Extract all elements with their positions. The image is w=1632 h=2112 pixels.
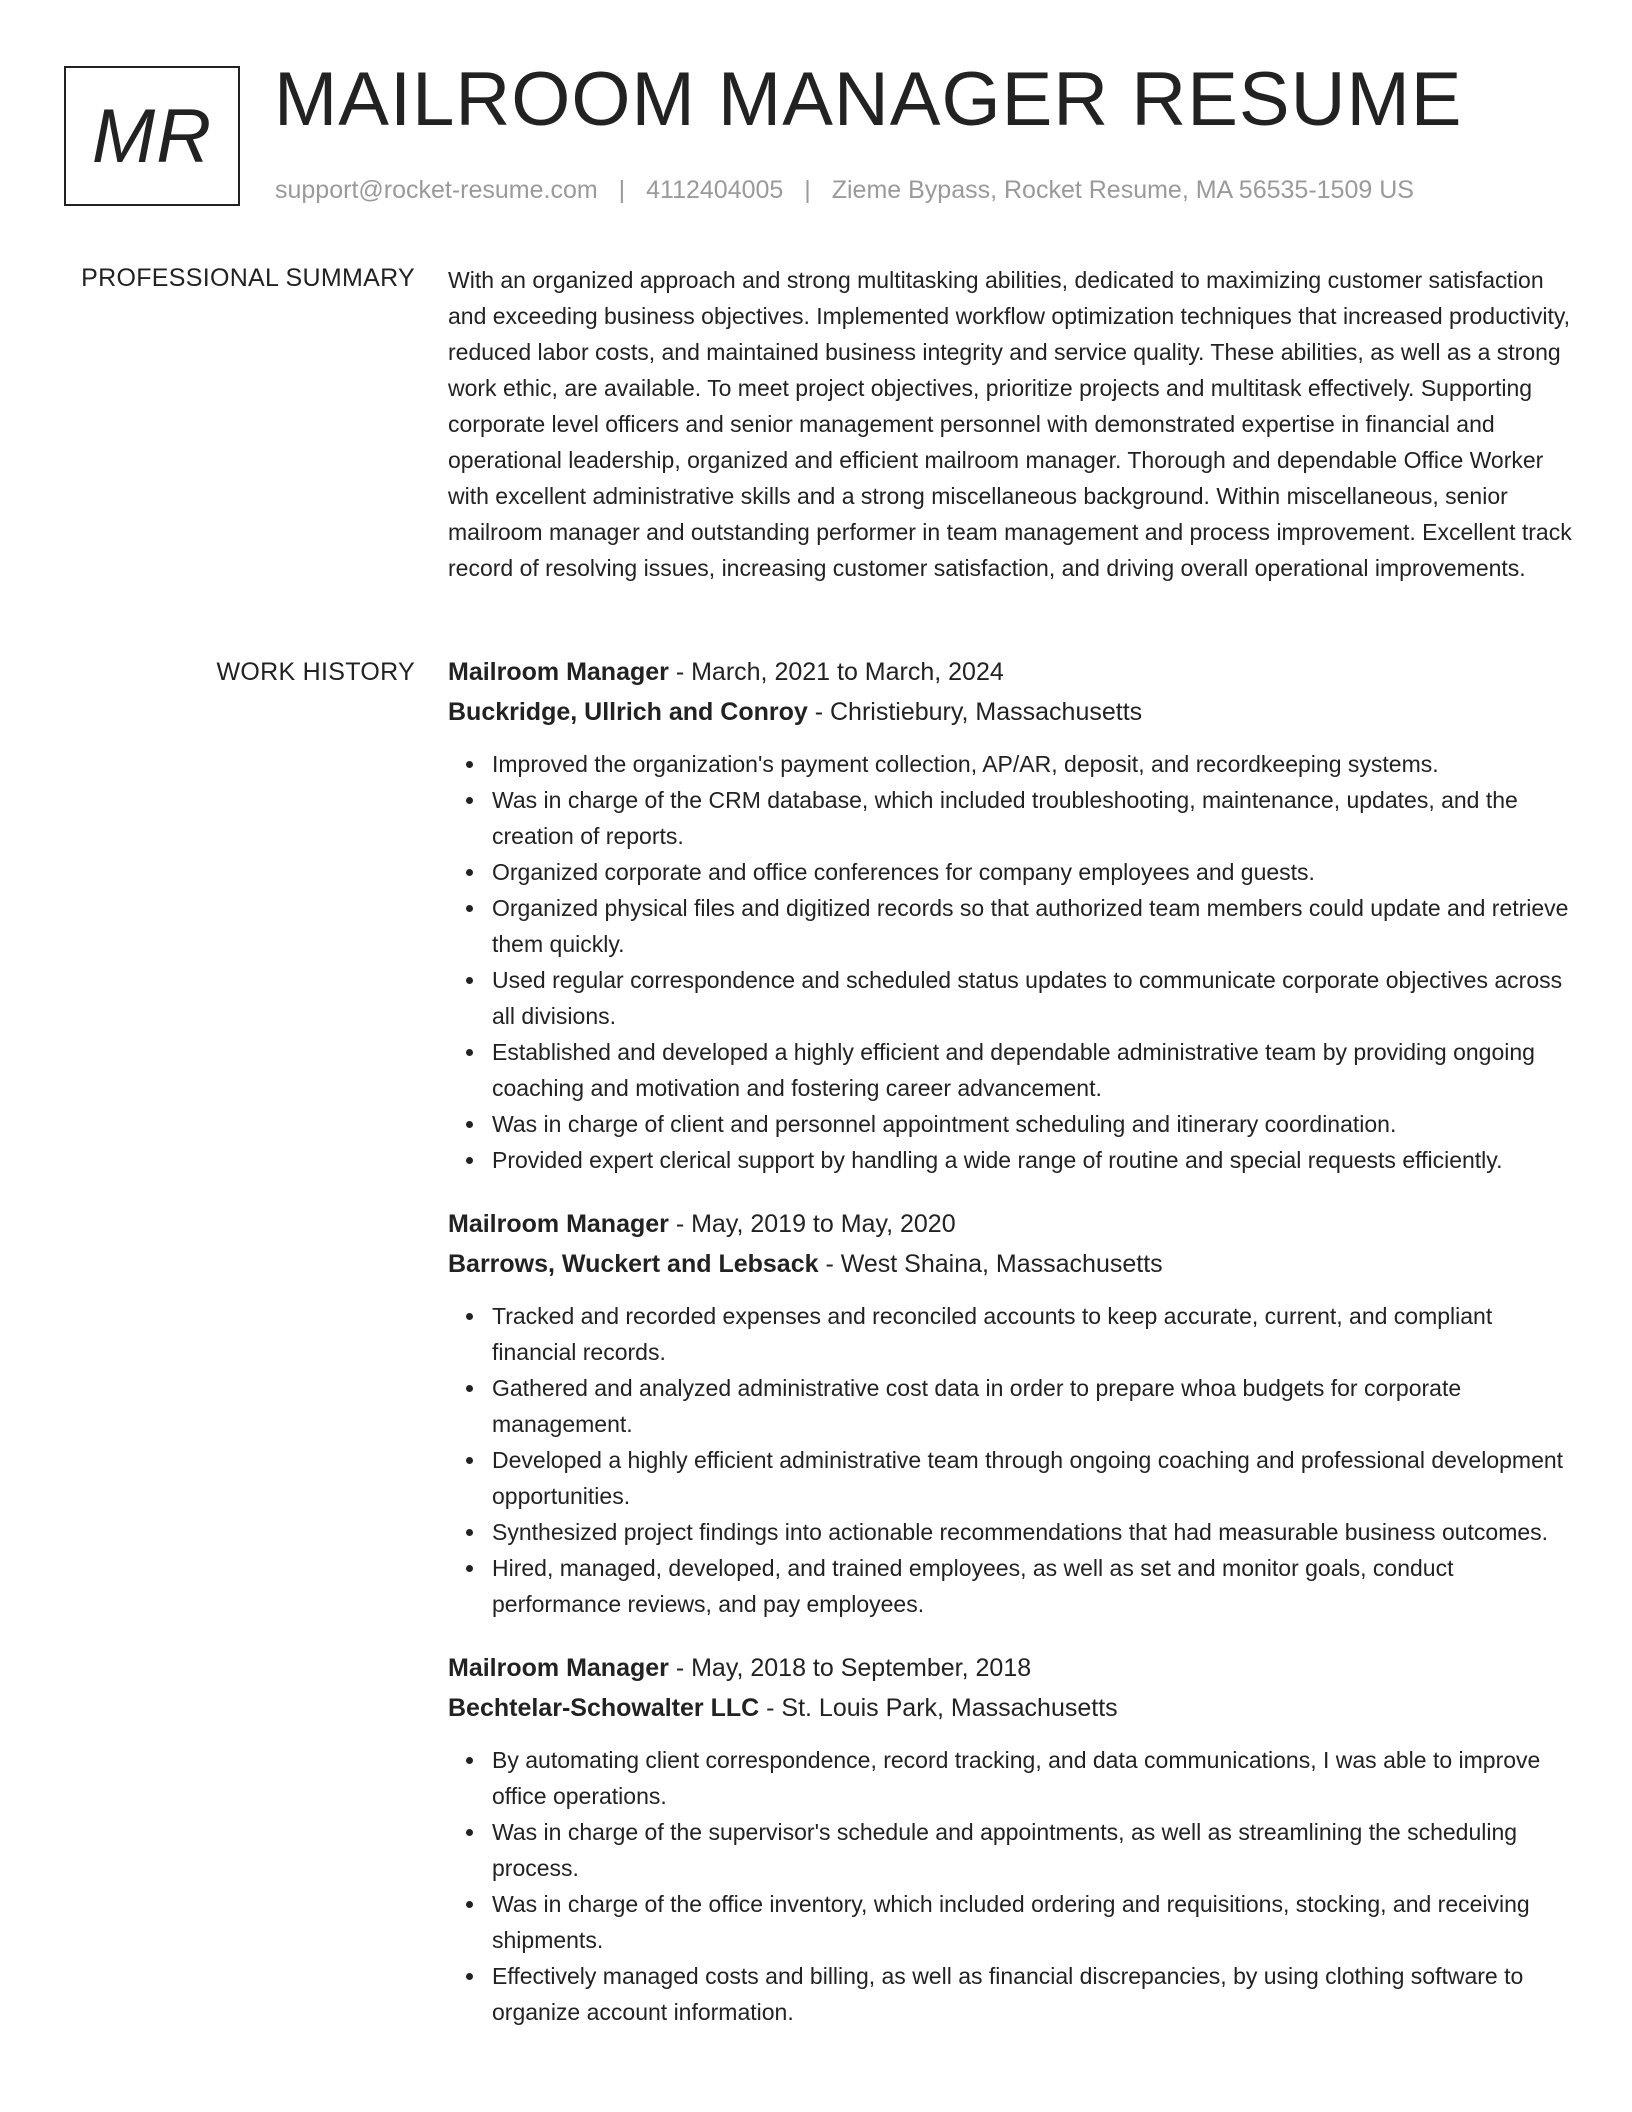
- summary-body: [448, 262, 1572, 586]
- job-bullet: Established and developed a highly efficient and dependable administrative team by providing ongoing coaching and motivation and fostering career advancement.: [492, 1034, 1572, 1106]
- job-bullet: Gathered and analyzed administrative cost data in order to prepare whoa budgets for corporate management.: [492, 1370, 1572, 1442]
- job-dates: - May, 2019 to May, 2020: [668, 1210, 956, 1238]
- job-company-line: [448, 696, 1572, 728]
- job-bullet: Organized physical files and digitized records so that authorized team members could update and retrieve them quickly.: [492, 890, 1572, 962]
- contact-separator: |: [618, 176, 626, 204]
- job-company: Bechtelar-Schowalter LLC: [448, 1694, 760, 1722]
- contact-phone: 4112404005: [646, 176, 784, 204]
- job-bullet: Improved the organization's payment collection, AP/AR, deposit, and recordkeeping systems.: [492, 746, 1572, 782]
- contact-line: [275, 174, 1414, 206]
- job-location: - St. Louis Park, Massachusetts: [759, 1694, 1118, 1722]
- job-location: - Christiebury, Massachusetts: [807, 698, 1143, 726]
- resume-title: MAILROOM MANAGER RESUME: [274, 57, 1463, 142]
- summary-heading: PROFESSIONAL SUMMARY: [81, 264, 415, 292]
- job-title-line: [448, 1652, 1572, 1684]
- job-entry: [448, 1208, 1572, 1622]
- job-bullet: Effectively managed costs and billing, as well as financial discrepancies, by using clothing software to organize account information.: [492, 1958, 1572, 2030]
- contact-address: Zieme Bypass, Rocket Resume, MA 56535-1509 US: [831, 176, 1414, 204]
- job-company: Barrows, Wuckert and Lebsack: [448, 1250, 819, 1278]
- job-dates: - March, 2021 to March, 2024: [668, 658, 1004, 686]
- monogram-initials: MR: [91, 93, 213, 179]
- job-title: Mailroom Manager: [448, 658, 669, 686]
- job-title-line: [448, 1208, 1572, 1240]
- job-bullet: Was in charge of the office inventory, which included ordering and requisitions, stocking, and receiving shipments.: [492, 1886, 1572, 1958]
- job-bullet: By automating client correspondence, record tracking, and data communications, I was able to improve office operations.: [492, 1742, 1572, 1814]
- job-bullet: Used regular correspondence and scheduled status updates to communicate corporate objectives across all divisions.: [492, 962, 1572, 1034]
- job-bullet: Tracked and recorded expenses and reconciled accounts to keep accurate, current, and compliant financial records.: [492, 1298, 1572, 1370]
- job-bullet-list: [448, 1742, 1572, 2030]
- job-bullet: Provided expert clerical support by handling a wide range of routine and special requests efficiently.: [492, 1142, 1572, 1178]
- job-company: Buckridge, Ullrich and Conroy: [448, 698, 808, 726]
- job-bullet: Organized corporate and office conferences for company employees and guests.: [492, 854, 1572, 890]
- job-title: Mailroom Manager: [448, 1654, 669, 1682]
- job-bullet: Hired, managed, developed, and trained employees, as well as set and monitor goals, conduct performance reviews, and pay employees.: [492, 1550, 1572, 1622]
- job-title: Mailroom Manager: [448, 1210, 669, 1238]
- work-history-heading: WORK HISTORY: [216, 658, 415, 686]
- job-company-line: [448, 1248, 1572, 1280]
- job-bullet: Was in charge of client and personnel appointment scheduling and itinerary coordination.: [492, 1106, 1572, 1142]
- job-title-line: [448, 656, 1572, 688]
- contact-email: support@rocket-resume.com: [275, 176, 598, 204]
- job-bullet: Synthesized project findings into actionable recommendations that had measurable business outcomes.: [492, 1514, 1572, 1550]
- job-location: - West Shaina, Massachusetts: [818, 1250, 1163, 1278]
- job-entry: [448, 1652, 1572, 2030]
- work-history-body: [448, 656, 1572, 2060]
- job-entry: [448, 656, 1572, 1178]
- job-dates: - May, 2018 to September, 2018: [668, 1654, 1032, 1682]
- job-bullet-list: [448, 1298, 1572, 1622]
- job-bullet-list: [448, 746, 1572, 1178]
- job-bullet: Developed a highly efficient administrative team through ongoing coaching and professional development opportunities.: [492, 1442, 1572, 1514]
- summary-text: With an organized approach and strong multitasking abilities, dedicated to maximizing customer satisfaction and exceeding business objectives. Implemented workflow optimization techniques that increased productivity, reduced labor costs, and maintained business integrity and service quality. These abilities, as well as a strong work ethic, are available. To meet project objectives, prioritize projects and multitask effectively. Supporting corporate level officers and senior management personnel with demonstrated expertise in financial and operational leadership, organized and efficient mailroom manager. Thorough and dependable Office Worker with excellent administrative skills and a strong miscellaneous background. Within miscellaneous, senior mailroom manager and outstanding performer in team management and process improvement. Excellent track record of resolving issues, increasing customer satisfaction, and driving overall operational improvements.: [448, 267, 1572, 581]
- job-bullet: Was in charge of the CRM database, which included troubleshooting, maintenance, updates, and the creation of reports.: [492, 782, 1572, 854]
- contact-separator: |: [804, 176, 811, 204]
- job-bullet: Was in charge of the supervisor's schedule and appointments, as well as streamlining the scheduling process.: [492, 1814, 1572, 1886]
- monogram-box: [64, 66, 240, 206]
- job-company-line: [448, 1692, 1572, 1724]
